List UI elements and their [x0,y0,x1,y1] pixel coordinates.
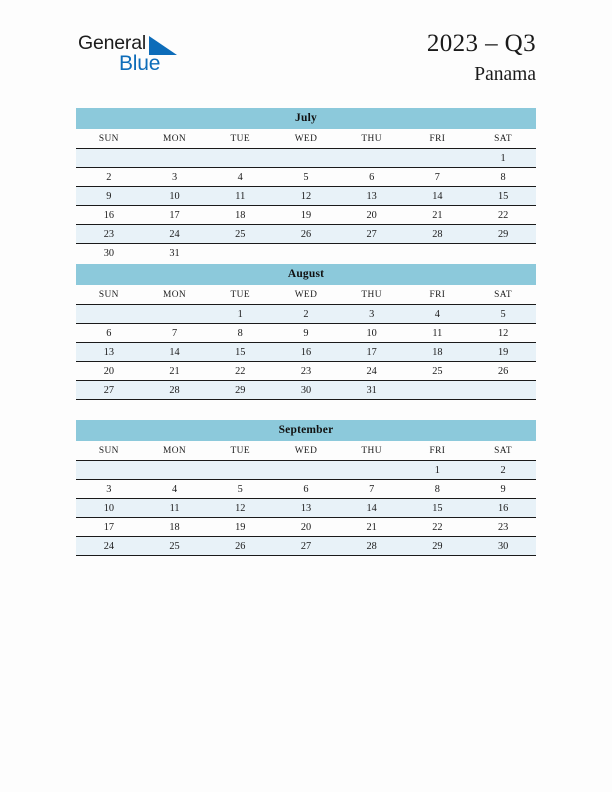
week-row [76,518,536,537]
day-cell[interactable]: 8 [470,168,536,187]
day-cell[interactable]: 9 [76,187,142,206]
day-cell[interactable]: 9 [470,480,536,499]
weekday-header-tue: TUE [207,285,273,305]
weekday-header-sat: SAT [470,129,536,149]
day-cell[interactable]: 31 [339,381,405,400]
weekday-header-wed: WED [273,441,339,461]
day-cell[interactable]: 16 [76,206,142,225]
day-cell-empty [142,461,208,480]
day-cell[interactable]: 20 [339,206,405,225]
month-title: July [76,108,536,129]
day-cell-empty [142,305,208,324]
day-cell[interactable]: 17 [76,518,142,537]
day-cell[interactable]: 19 [273,206,339,225]
day-cell-empty [470,244,536,263]
week-row [76,168,536,187]
day-cell[interactable]: 24 [142,225,208,244]
day-cell[interactable]: 9 [273,324,339,343]
day-cell[interactable]: 5 [470,305,536,324]
month-title: September [76,420,536,441]
day-cell[interactable]: 28 [142,381,208,400]
day-cell[interactable]: 3 [339,305,405,324]
day-cell[interactable]: 8 [207,324,273,343]
month-table [76,285,536,400]
day-cell[interactable]: 21 [405,206,471,225]
day-cell[interactable]: 16 [470,499,536,518]
page-subtitle-country: Panama [474,63,536,85]
day-cell[interactable]: 22 [405,518,471,537]
day-cell[interactable]: 15 [207,343,273,362]
weekday-header-row [76,285,536,305]
day-cell[interactable]: 30 [470,537,536,556]
page-header [76,30,536,92]
week-row [76,537,536,556]
weekday-header-tue: TUE [207,441,273,461]
day-cell[interactable]: 31 [169,247,180,259]
day-cell[interactable]: 4 [405,305,471,324]
day-cell[interactable]: 22 [207,362,273,381]
month-block-july [76,108,536,262]
weekday-header-row [76,129,536,149]
day-cell[interactable]: 28 [405,225,471,244]
weekday-header-fri: FRI [405,129,471,149]
weekday-header-tue: TUE [207,129,273,149]
day-cell[interactable]: 20 [273,518,339,537]
day-cell[interactable]: 10 [142,187,208,206]
day-cell[interactable]: 14 [142,343,208,362]
day-cell[interactable]: 25 [142,537,208,556]
day-cell[interactable]: 1 [207,305,273,324]
day-cell[interactable]: 27 [339,225,405,244]
day-cell-empty [273,149,339,168]
day-cell-empty [142,149,208,168]
day-cell[interactable]: 6 [273,480,339,499]
day-cell[interactable]: 7 [405,168,471,187]
day-cell[interactable]: 15 [405,499,471,518]
day-cell[interactable]: 25 [207,225,273,244]
month-body [76,461,536,556]
day-cell[interactable]: 14 [339,499,405,518]
day-cell[interactable]: 29 [405,537,471,556]
week-row [76,206,536,225]
day-cell[interactable]: 19 [207,518,273,537]
month-block-august [76,264,536,400]
day-cell[interactable]: 3 [142,168,208,187]
day-cell-empty [405,244,471,263]
weekday-header-sat: SAT [470,285,536,305]
week-row [76,324,536,343]
weekday-header-wed: WED [273,129,339,149]
week-row [76,225,536,244]
day-cell[interactable]: 25 [405,362,471,381]
day-cell[interactable]: 13 [273,499,339,518]
day-cell[interactable]: 27 [76,381,142,400]
day-cell[interactable]: 27 [273,537,339,556]
day-cell[interactable]: 12 [470,324,536,343]
week-row [76,362,536,381]
day-cell-empty [273,461,339,480]
day-cell[interactable]: 11 [207,187,273,206]
week-row [76,187,536,206]
day-cell[interactable]: 22 [470,206,536,225]
day-cell[interactable]: 11 [405,324,471,343]
day-cell[interactable]: 13 [339,187,405,206]
weekday-header-sun: SUN [76,441,142,461]
week-row [76,149,536,168]
week-row [76,499,536,518]
day-cell-empty [207,461,273,480]
day-cell[interactable]: 10 [76,499,142,518]
day-cell[interactable]: 20 [76,362,142,381]
day-cell[interactable]: 14 [405,187,471,206]
day-cell[interactable]: 30 [103,247,114,259]
day-cell[interactable]: 26 [273,225,339,244]
day-cell-empty [339,244,405,263]
weekday-header-thu: THU [339,129,405,149]
weekday-header-wed: WED [273,285,339,305]
day-cell[interactable]: 11 [142,499,208,518]
day-cell[interactable]: 18 [142,518,208,537]
week-row [76,305,536,324]
day-cell-empty [405,149,471,168]
month-body [76,305,536,400]
day-cell[interactable]: 23 [273,362,339,381]
title-block [427,30,536,87]
day-cell[interactable]: 28 [339,537,405,556]
month-table [76,129,536,262]
week-row [76,343,536,362]
day-cell[interactable]: 23 [76,225,142,244]
month-body [76,149,536,263]
weekday-header-fri: FRI [405,285,471,305]
weekday-header-sun: SUN [76,129,142,149]
day-cell-empty [76,149,142,168]
day-cell[interactable]: 12 [273,187,339,206]
month-block-september [76,420,536,556]
weekday-header-row [76,441,536,461]
day-cell-empty [339,461,405,480]
day-cell[interactable]: 3 [76,480,142,499]
day-cell[interactable]: 17 [142,206,208,225]
day-cell-empty [207,149,273,168]
brand-word-general: General [78,32,146,54]
day-cell[interactable]: 19 [470,343,536,362]
day-cell[interactable]: 30 [273,381,339,400]
day-cell-empty [207,244,273,263]
weekday-header-fri: FRI [405,441,471,461]
day-cell[interactable]: 26 [207,537,273,556]
day-cell[interactable]: 24 [76,537,142,556]
day-cell[interactable]: 8 [405,480,471,499]
weekday-header-sat: SAT [470,441,536,461]
day-cell[interactable]: 18 [405,343,471,362]
week-row [76,480,536,499]
day-cell[interactable]: 5 [273,168,339,187]
day-cell[interactable]: 1 [405,461,471,480]
day-cell[interactable]: 10 [339,324,405,343]
day-cell[interactable]: 26 [470,362,536,381]
day-cell-empty [76,305,142,324]
day-cell-empty [405,381,471,400]
day-cell[interactable]: 29 [470,225,536,244]
day-cell[interactable]: 2 [76,168,142,187]
day-cell[interactable]: 7 [142,324,208,343]
weekday-header-thu: THU [339,441,405,461]
day-cell[interactable]: 13 [76,343,142,362]
day-cell[interactable]: 6 [339,168,405,187]
weekday-header-mon: MON [142,129,208,149]
weekday-header-mon: MON [142,441,208,461]
day-cell[interactable]: 2 [470,461,536,480]
month-table [76,441,536,556]
day-cell-empty [339,149,405,168]
day-cell[interactable]: 16 [273,343,339,362]
day-cell[interactable]: 1 [470,149,536,168]
day-cell[interactable]: 24 [339,362,405,381]
day-cell-empty [76,461,142,480]
day-cell[interactable]: 12 [207,499,273,518]
day-cell-empty [470,381,536,400]
day-cell[interactable]: 17 [339,343,405,362]
day-cell[interactable]: 21 [142,362,208,381]
month-title: August [76,264,536,285]
day-cell[interactable]: 2 [273,305,339,324]
brand-logo[interactable] [78,34,198,86]
day-cell[interactable]: 5 [207,480,273,499]
day-cell[interactable]: 6 [76,324,142,343]
week-row [76,461,536,480]
day-cell[interactable]: 21 [339,518,405,537]
page-title: 2023 – Q3 [426,30,536,57]
day-cell[interactable]: 4 [142,480,208,499]
week-row [76,381,536,400]
weekday-header-thu: THU [339,285,405,305]
day-cell[interactable]: 4 [207,168,273,187]
brand-word-blue: Blue [119,52,161,75]
day-cell[interactable]: 18 [207,206,273,225]
day-cell[interactable]: 15 [470,187,536,206]
day-cell[interactable]: 7 [339,480,405,499]
weekday-header-mon: MON [142,285,208,305]
day-cell-empty [273,244,339,263]
weekday-header-sun: SUN [76,285,142,305]
week-row [76,244,536,263]
day-cell[interactable]: 23 [470,518,536,537]
day-cell[interactable]: 29 [207,381,273,400]
